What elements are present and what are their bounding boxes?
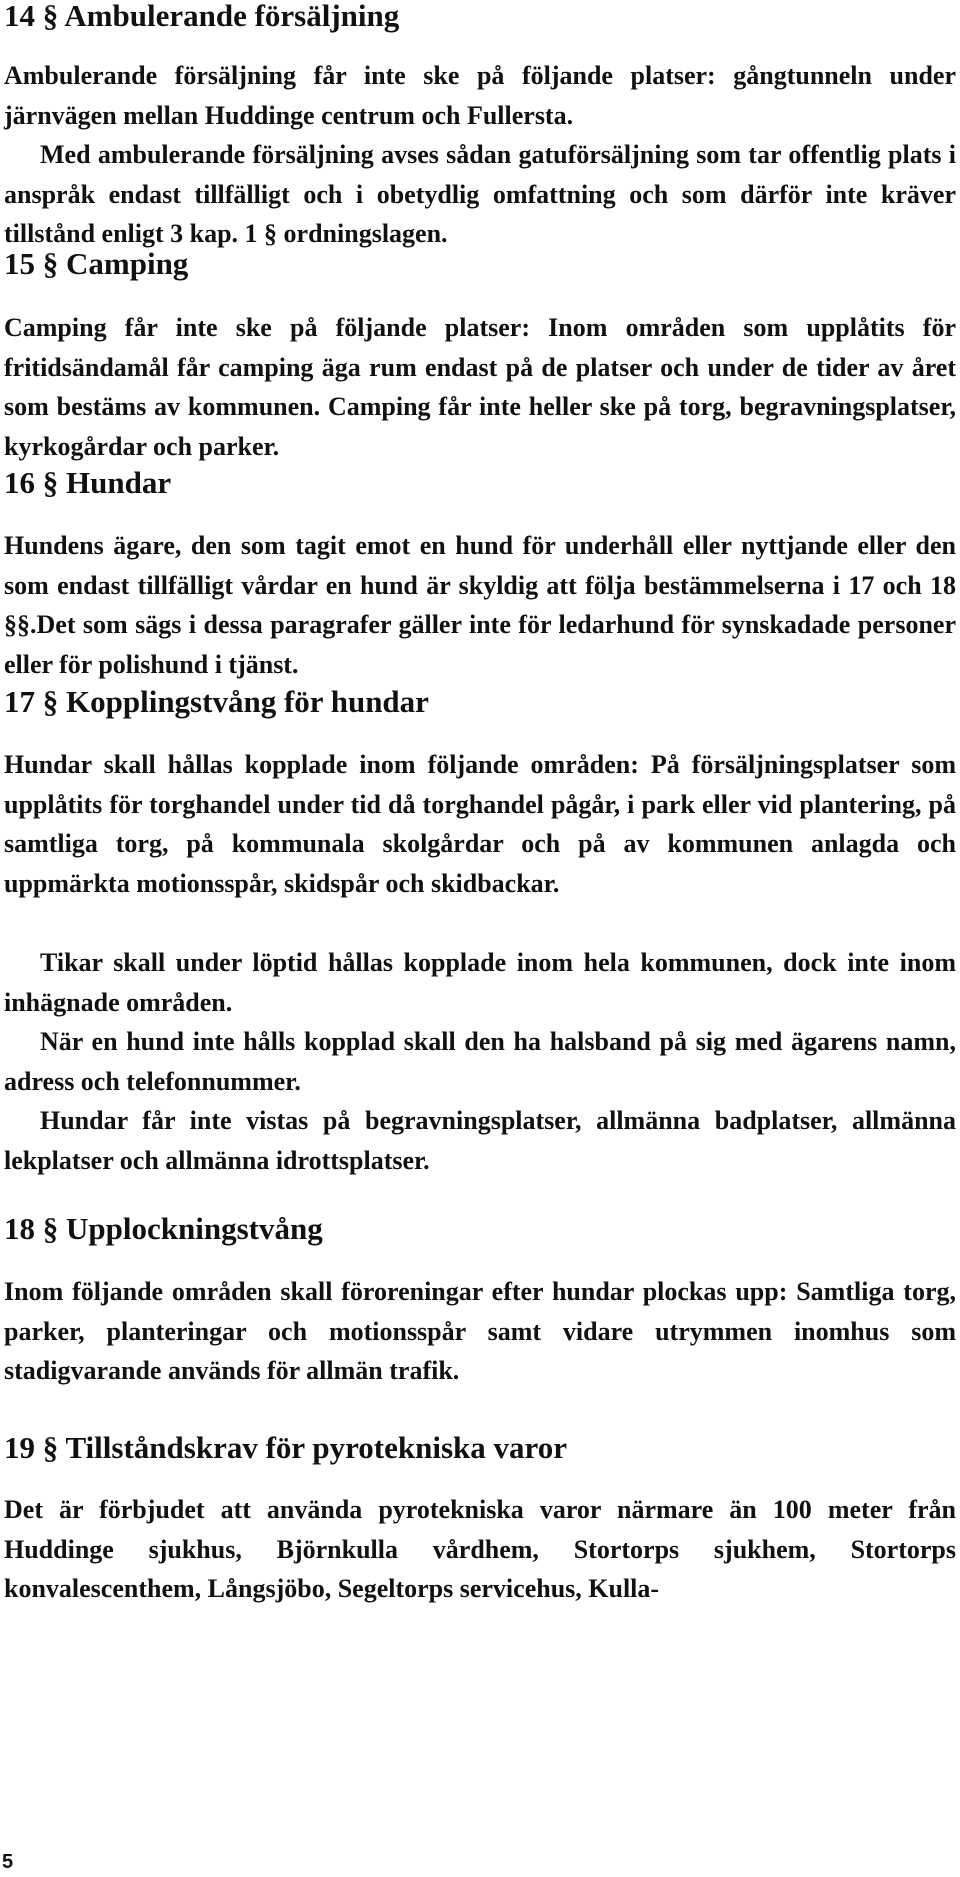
section-heading-14: 14 § Ambulerande försäljning	[4, 0, 400, 33]
paragraph-17-2: Tikar skall under löptid hållas kopplade inom hela kommunen, dock inte inom inhägnade områden.	[4, 948, 956, 1017]
section-heading-15: 15 § Camping	[4, 246, 189, 281]
paragraph-14-1: Ambulerande försäljning får inte ske på följande platser: gångtunneln under järnvägen mellan Huddinge centrum och Fullersta.	[4, 61, 956, 130]
section-heading-17: 17 § Kopplingstvång för hundar	[4, 684, 429, 719]
section-heading-18: 18 § Upplockningstvång	[4, 1211, 323, 1246]
paragraph-16-1: Hundens ägare, den som tagit emot en hund för underhåll eller nyttjande eller den som endast tillfälligt vårdar en hund är skyldig att följa bestämmelserna i 17 och 18 §§.Det som sägs i dessa paragrafer gäller inte för ledarhund för synskadade personer eller för polishund i tjänst.	[4, 531, 956, 679]
paragraph-19-1: Det är förbjudet att använda pyrotekniska varor närmare än 100 meter från Huddinge sjukhus, Björnkulla vårdhem, Stortorps sjukhem, Stortorps konvalescenthem, Långsjöbo, Segeltorps servicehus, Kulla-	[4, 1495, 956, 1603]
paragraph-18-1: Inom följande områden skall föroreningar efter hundar plockas upp: Samtliga torg, parker, planteringar och motionsspår samt vidare utrymmen inomhus som stadigvarande används för allmän trafik.	[4, 1277, 956, 1385]
section-heading-19: 19 § Tillståndskrav för pyrotekniska varor	[4, 1430, 567, 1465]
page-number: 5	[2, 1851, 14, 1873]
paragraph-14-2: Med ambulerande försäljning avses sådan gatuförsäljning som tar offentlig plats i anspråk endast tillfälligt och i obetydlig omfattning och som därför inte kräver tillstånd enligt 3 kap. 1 § ordningslagen.	[4, 140, 956, 248]
paragraph-17-4: Hundar får inte vistas på begravningsplatser, allmänna badplatser, allmänna lekplatser och allmänna idrottsplatser.	[4, 1106, 956, 1175]
paragraph-17-1: Hundar skall hållas kopplade inom följande områden: På försäljningsplatser som upplåtits för torghandel under tid då torghandel pågår, i park eller vid plantering, på samtliga torg, på kommunala skolgårdar och på av kommunen anlagda och uppmärkta motionsspår, skidspår och skidbackar.	[4, 750, 956, 898]
paragraph-15-1: Camping får inte ske på följande platser: Inom områden som upplåtits för fritidsändamål får camping äga rum endast på de platser och under de tider av året som bestäms av kommunen. Camping får inte heller ske på torg, begravningsplatser, kyrkogårdar och parker.	[4, 313, 956, 461]
section-heading-16: 16 § Hundar	[4, 465, 172, 500]
paragraph-17-3: När en hund inte hålls kopplad skall den ha halsband på sig med ägarens namn, adress och telefonnummer.	[4, 1027, 956, 1096]
